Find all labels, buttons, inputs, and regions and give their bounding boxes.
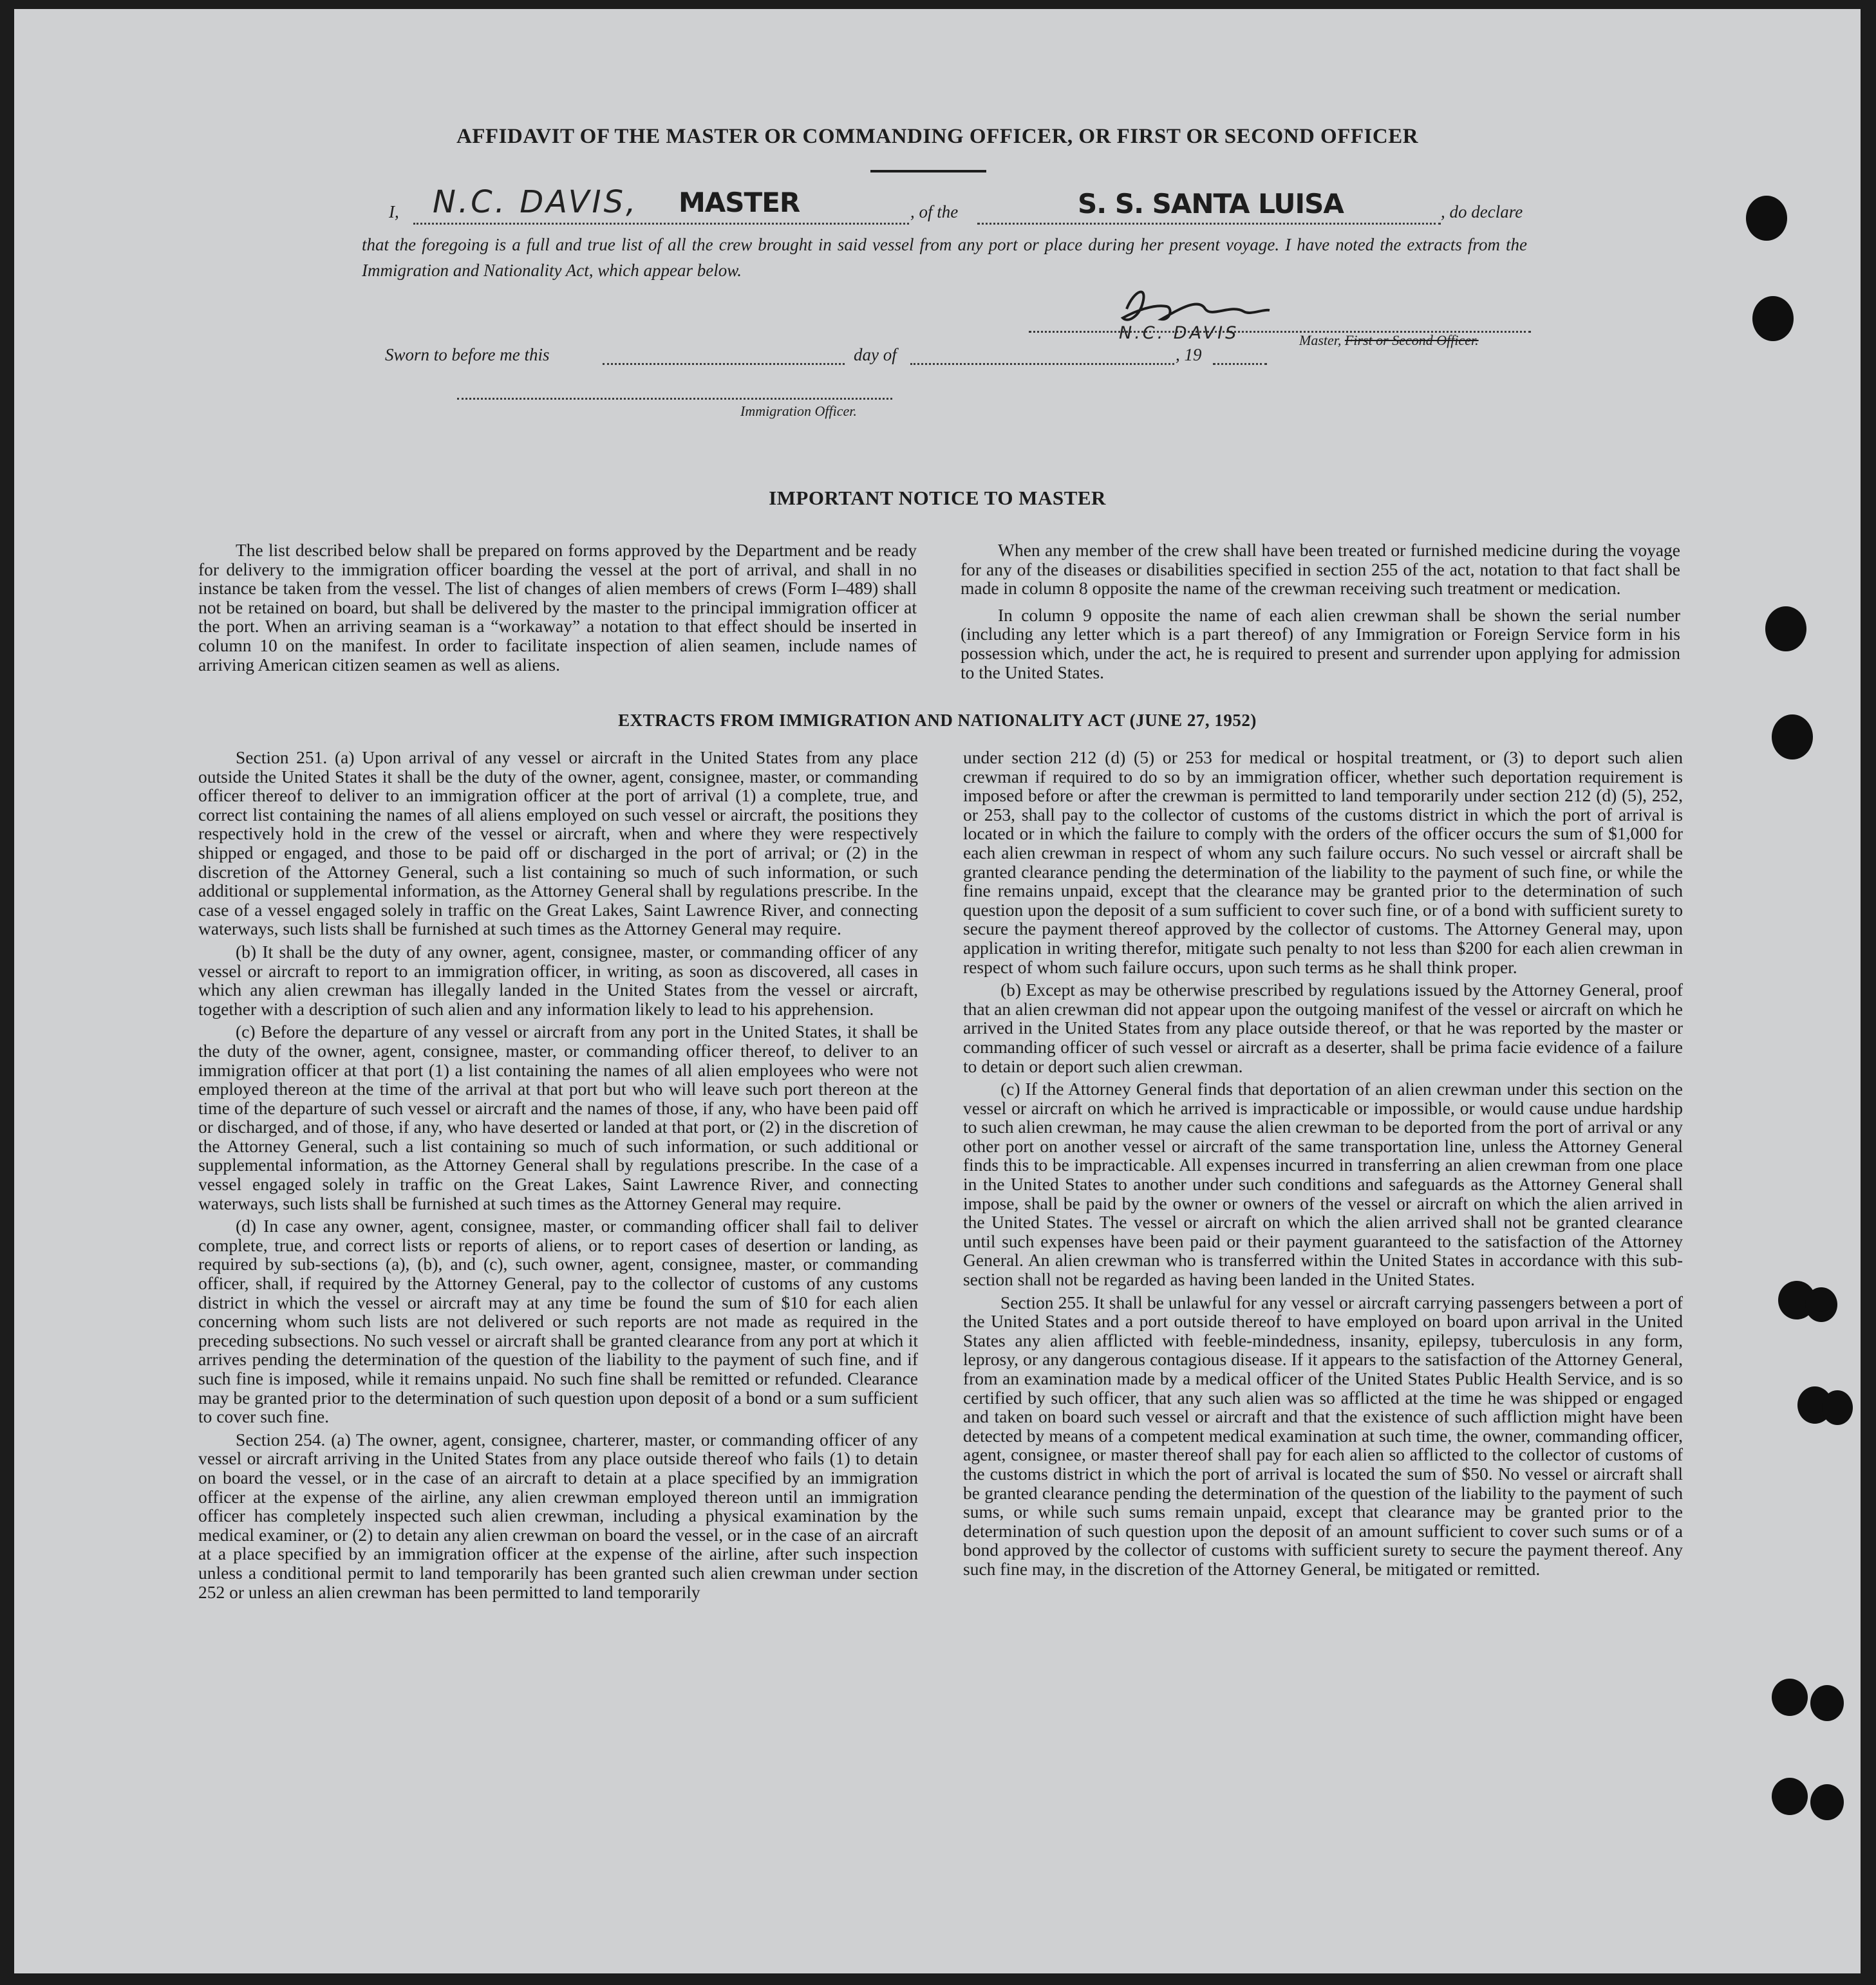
sworn-label: Sworn to before me this [385, 345, 550, 364]
notice-heading: IMPORTANT NOTICE TO MASTER [769, 487, 1106, 509]
signature-printed-name: N.C. DAVIS [1119, 323, 1239, 343]
vessel-line [977, 223, 1441, 225]
punch-hole [1772, 1778, 1808, 1815]
section-254-a-continued: under section 212 (d) (5) or 253 for medical or hospital treatment, or (3) to deport such alien crewman if required to do so by an immigration officer, whether such deportation requirement is imposed before or after the crewman is permitted to land temporarily under section 212 (d) (5), 252, or 253, shall pay to the collector of customs of the customs district in which the port of arrival is located or in which the failure to comply with the orders of the officer occurs the sum of $1,000 for each alien crewman in respect of whom any such failure occurs. No such vessel or aircraft shall be granted clearance pending the determination of the liability to the payment of such fine, or while the fine remains unpaid, except that the clearance may be granted prior to the determination of such question upon the deposit of a sum sufficient to cover such fine, or of a bond with sufficient surety to secure the payment thereof approved by the collector of customs. The Attorney General may, upon application in writing therefor, mitigate such penalty to not less than $200 for each alien crewman in respect of whom such failure occurs, upon such terms as he shall think proper. [963, 747, 1683, 977]
punch-hole [1772, 1679, 1808, 1716]
document-page [14, 9, 1861, 1973]
punch-hole [1752, 296, 1794, 341]
immigration-officer-line [457, 398, 892, 400]
notice-right-paragraph-1: When any member of the crew shall have been treated or furnished medicine during the voyage for any of the diseases or disabilities specified in section 255 of the act, notation to that fact shall be made in column 8 opposite the name of the crewman receiving such treatment or medication. [961, 540, 1680, 599]
signature-caption [1299, 332, 1479, 349]
extracts-left-column [198, 748, 918, 1601]
extracts-right-column [963, 748, 1683, 1579]
heading-rule [870, 170, 986, 172]
do-declare-label: , do declare [1441, 202, 1523, 221]
day-of-label: day of [854, 345, 897, 364]
vessel-name-typed: S. S. SANTA LUISA [1078, 188, 1344, 219]
section-254-c: (c) If the Attorney General finds that deportation of an alien crewman under this section on the vessel or aircraft on which he arrived is impracticable or impossible, or would cause undue hardship to such alien crewman, he may cause the alien crewman to be deported from the port of arrival or any other port on another vessel or aircraft of the same transportation line, unless the Attorney General finds this to be impracticable. All expenses incurred in transferring an alien crewman from one place in the United States to another under such conditions and safeguards as the Attorney General shall impose, shall be paid by the owner or owners of the vessel or aircraft on which the alien arrived in the United States. The vessel or aircraft on which the alien arrived shall not be granted clearance until such expenses have been paid or their payment guaranteed to the satisfaction of the Attorney General. An alien crewman who is transferred within the United States in accordance with this sub-section shall not be regarded as having been landed in the United States. [963, 1079, 1683, 1290]
punch-hole [1822, 1390, 1853, 1425]
affidavit-statement: that the foregoing is a full and true list of all the crew brought in said vessel from any port or place during her present voyage. I have noted the extracts from the Immigration and Nationality Act, which appear below. [362, 235, 1527, 280]
notice-right-column [961, 541, 1680, 682]
affidavit-heading: AFFIDAVIT OF THE MASTER OR COMMANDING OFFICER, OR FIRST OR SECOND OFFICER [456, 125, 1419, 148]
section-251-c: (c) Before the departure of any vessel or aircraft from any port in the United States, it shall be the duty of the owner, agent, consignee, master, or commanding officer thereof, to deliver to an immigration officer at that port (1) a list containing the names of all alien employees who were not employed thereon at the time of the arrival at that port but who will leave such port thereon at the time of the departure of such vessel or aircraft and the names of those, if any, who have been paid off or discharged, and of those, if any, who have deserted or landed at that port, or (2) in the discretion of the Attorney General, such a list containing so much of such information, or such additional or supplemental information, as the Attorney General shall by regulations prescribe. In the case of a vessel engaged solely in traffic on the Great Lakes, Saint Lawrence River, and connecting waterways, such lists shall be furnished at such times as the Attorney General may require. [198, 1021, 918, 1213]
sworn-day-line [603, 363, 845, 365]
notice-left-column [198, 541, 917, 674]
rank-typed: MASTER [679, 187, 800, 218]
name-line [413, 223, 909, 225]
punch-hole [1810, 1784, 1844, 1820]
year-line [1213, 363, 1267, 365]
punch-hole [1746, 196, 1787, 241]
notice-left-paragraph: The list described below shall be prepared on forms approved by the Department and be ready for delivery to the immigration officer boarding the vessel at the port of arrival, and shall in no instance be taken from the vessel. The list of changes of alien members of crews (Form I–489) shall not be retained on board, but shall be delivered by the master to the principal immigration officer at the port. When an arriving seaman is a “workaway” a notation to that effect should be inserted in column 10 on the manifest. In order to facilitate inspection of alien seamen, include names of arriving American citizen seamen as well as aliens. [198, 540, 917, 675]
notice-right-paragraph-2: In column 9 opposite the name of each alien crewman shall be shown the serial number (including any letter which is a part thereof) of any Immigration or Foreign Service form in his possession which, under the act, he is required to present and surrender upon applying for admission to the United States. [961, 604, 1680, 682]
signature-caption-master: Master, [1299, 332, 1345, 348]
section-254-b: (b) Except as may be otherwise prescribed by regulations issued by the Attorney General, proof that an alien crewman did not appear upon the outgoing manifest of the vessel or aircraft on which he arrived in the United States from any place outside thereof, or that he was reported by the master or commanding officer of such vessel or aircraft as a deserter, shall be prima facie evidence of a failure to detain or deport such alien crewman. [963, 980, 1683, 1076]
section-255: Section 255. It shall be unlawful for any vessel or aircraft carrying passengers between a port of the United States and a port outside thereof to have employed on board upon arrival in the United States any alien afflicted with feeble-mindedness, insanity, epilepsy, tuberculosis in any form, leprosy, or any dangerous contagious disease. If it appears to the satisfaction of the Attorney General, from an examination made by a medical officer of the United States Public Health Service, and is so certified by such officer, that any such alien was so afflicted at the time he was shipped or engaged and taken on board such vessel or aircraft and that the existence of such affliction might have been detected by means of a competent medical examination at such time, the owner, commanding officer, agent, consignee, or master thereof shall pay for each alien so afflicted to the collector of customs of the customs district in which the port of arrival is located the sum of $50. No vessel or aircraft shall be granted clearance pending the determination of the question of the liability to the payment of such sums, or while such sums remain unpaid, except that clearance may be granted prior to the determination of such question upon the deposit of an amount sufficient to cover such sums or of a bond approved by the collector of customs with sufficient surety to secure the payment thereof. Any such fine may, in the discretion of the Attorney General, be mitigated or remitted. [963, 1292, 1683, 1579]
of-the-label: , of the [910, 202, 959, 221]
year-label: , 19 [1176, 345, 1202, 364]
punch-hole [1810, 1685, 1844, 1721]
i-label: I, [389, 202, 399, 221]
immigration-officer-label: Immigration Officer. [740, 403, 857, 419]
punch-hole [1805, 1287, 1837, 1322]
section-251-a: Section 251. (a) Upon arrival of any vessel or aircraft in the United States from any place outside the United States it shall be the duty of the owner, agent, consignee, master, or commanding officer thereof to deliver to an immigration officer at the port of arrival (1) a complete, true, and correct list containing the names of all aliens employed on such vessel or aircraft, the positions they respectively hold in the crew of the vessel or aircraft, when and where they were respectively shipped or engaged, and those to be paid off or discharged in the port of arrival; or (2) in the discretion of the Attorney General, such a list containing so much of such information, or such additional or supplemental information, as the Attorney General shall by regulations prescribe. In the case of a vessel engaged solely in traffic on the Great Lakes, Saint Lawrence River, and connecting waterways, such lists shall be furnished at such times as the Attorney General may require. [198, 747, 918, 939]
punch-hole [1765, 606, 1806, 651]
section-251-d: (d) In case any owner, agent, consignee, master, or commanding officer shall fail to deliver complete, true, and correct lists or reports of aliens, or to report cases of desertion or landing, as required by sub-sections (a), (b), and (c), such owner, agent, consignee, master, or commanding officer, shall, if required by the Attorney General, pay to the collector of customs of any customs district in which the vessel or aircraft may at any time be found the sum of $10 for each alien concerning whom such lists are not delivered or such reports are not made as required in the preceding subsections. No such vessel or aircraft shall be granted clearance from any port at which it arrives pending the determination of the question of the liability to the payment of such fine, and if such fine is imposed, while it remains unpaid. No such fine shall be remitted or refunded. Clearance may be granted prior to the determination of such question upon deposit of a bond or a sum sufficient to cover such fine. [198, 1216, 918, 1427]
month-line [910, 363, 1174, 365]
extracts-heading: EXTRACTS FROM IMMIGRATION AND NATIONALITY ACT (JUNE 27, 1952) [618, 711, 1257, 730]
signature-caption-struck: First or Second Officer. [1344, 332, 1479, 348]
section-251-b: (b) It shall be the duty of any owner, agent, consignee, master, or commanding officer of any vessel or aircraft to report to an immigration officer, in writing, as soon as discovered, all cases in which any alien crewman has illegally landed in the United States from the vessel or aircraft, together with a description of such alien and any information likely to lead to his apprehension. [198, 941, 918, 1019]
section-254-a: Section 254. (a) The owner, agent, consignee, charterer, master, or commanding officer of any vessel or aircraft arriving in the United States from any place outside thereof who fails (1) to detain on board the vessel, or in the case of an aircraft to detain at a place specified by an immigration officer at the expense of the airline, any alien crewman employed thereon until an immigration officer has completely inspected such alien crewman, including a physical examination by the medical examiner, or (2) to detain any alien crewman on board the vessel, or in the case of an aircraft at a place specified by an immigration officer at the expense of the airline, after such inspection unless a conditional permit to land temporarily has been granted such alien crewman under section 252 or unless an alien crewman has been permitted to land temporarily [198, 1429, 918, 1602]
master-name-handwritten: N.C. DAVIS, [433, 184, 639, 220]
